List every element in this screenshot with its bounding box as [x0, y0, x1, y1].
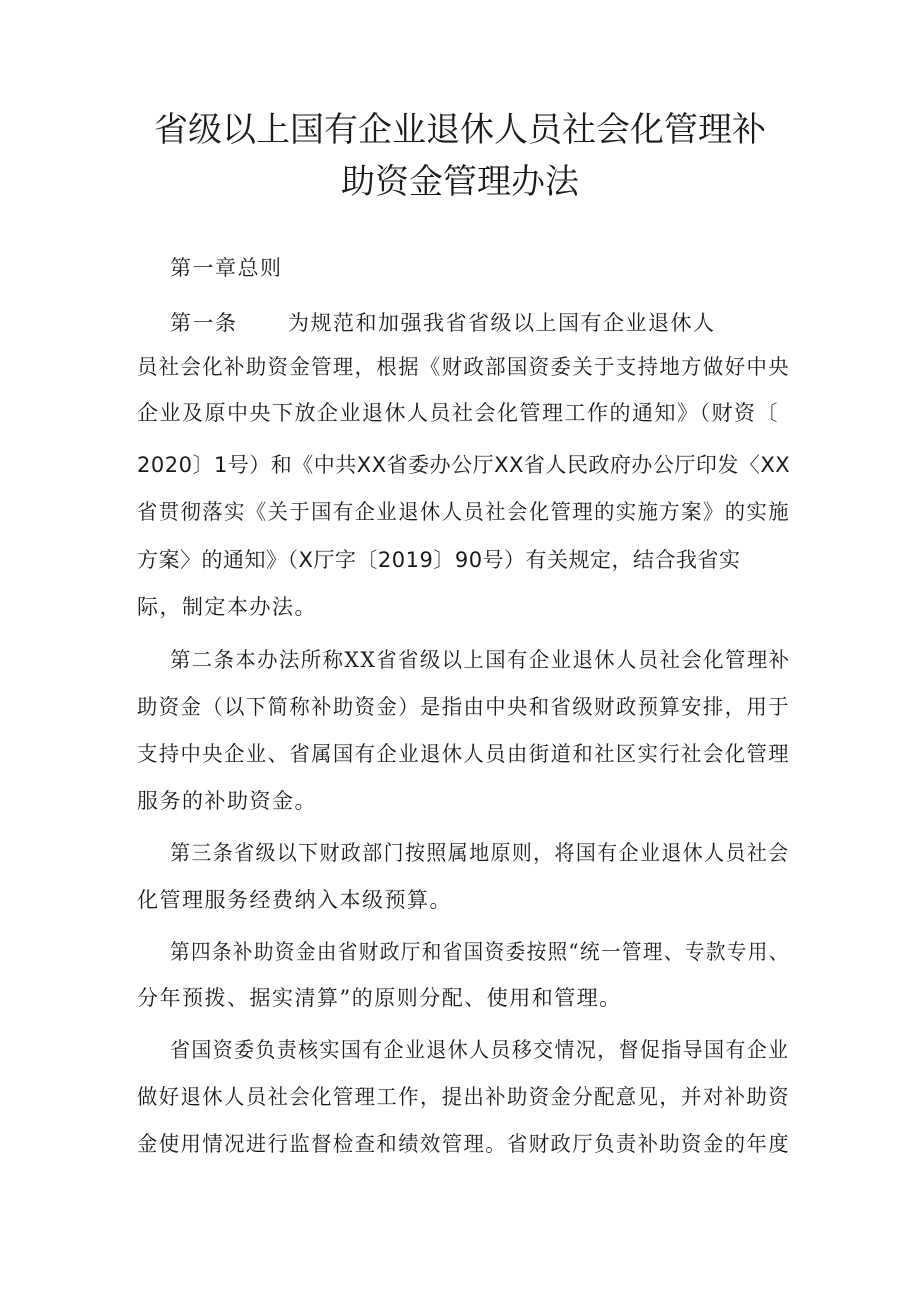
paragraph-text-line: 做好退休人员社会化管理工作，提出补助资金分配意见，并对补助资	[137, 1085, 790, 1109]
paragraph-text-line: 金使用情况进行监督检查和绩效管理。省财政厅负责补助资金的年度	[137, 1132, 790, 1156]
article-1-label: 第一条	[170, 311, 238, 335]
chapter-heading: 第一章总则	[170, 256, 283, 280]
document-title-line-1: 省级以上国有企业退休人员社会化管理补	[154, 110, 766, 150]
article-4-text-line: 第四条补助资金由省财政厅和省国资委按照“统一管理、专款专用、	[170, 940, 790, 964]
article-1-text-line: 为规范和加强我省省级以上国有企业退休人	[288, 311, 716, 335]
article-4-text-line: 分年预拨、据实清算”的原则分配、使用和管理。	[137, 986, 622, 1010]
article-2-text-line: 支持中央企业、省属国有企业退休人员由街道和社区实行社会化管理	[137, 742, 790, 766]
article-1-text-line: 方案〉的通知》（X厅字〔2019〕90号）有关规定，结合我省实	[137, 548, 741, 572]
article-2-text-line: 助资金（以下简称补助资金）是指由中央和省级财政预算安排，用于	[137, 695, 790, 719]
article-1-text-line: 员社会化补助资金管理，根据《财政部国资委关于支持地方做好中央	[137, 355, 790, 379]
article-3-text-line: 第三条省级以下财政部门按照属地原则，将国有企业退休人员社会	[170, 841, 790, 865]
article-2-text-line: 服务的补助资金。	[137, 789, 317, 813]
article-1-text-line: 企业及原中央下放企业退休人员社会化管理工作的通知》（财资〔	[137, 401, 779, 425]
document-title-line-2: 助资金管理办法	[341, 162, 579, 202]
article-2-text-line: 第二条本办法所称XX省省级以上国有企业退休人员社会化管理补	[170, 648, 791, 672]
article-1-text-line: 际，制定本办法。	[137, 595, 317, 619]
paragraph-text-line: 省国资委负责核实国有企业退休人员移交情况，督促指导国有企业	[170, 1038, 790, 1062]
article-1-text-line: 省贯彻落实《关于国有企业退休人员社会化管理的实施方案》的实施	[137, 500, 790, 524]
article-1-text-line: 2020〕1号）和《中共XX省委办公厅XX省人民政府办公厅印发〈XX	[137, 453, 791, 477]
article-3-text-line: 化管理服务经费纳入本级预算。	[137, 888, 452, 912]
